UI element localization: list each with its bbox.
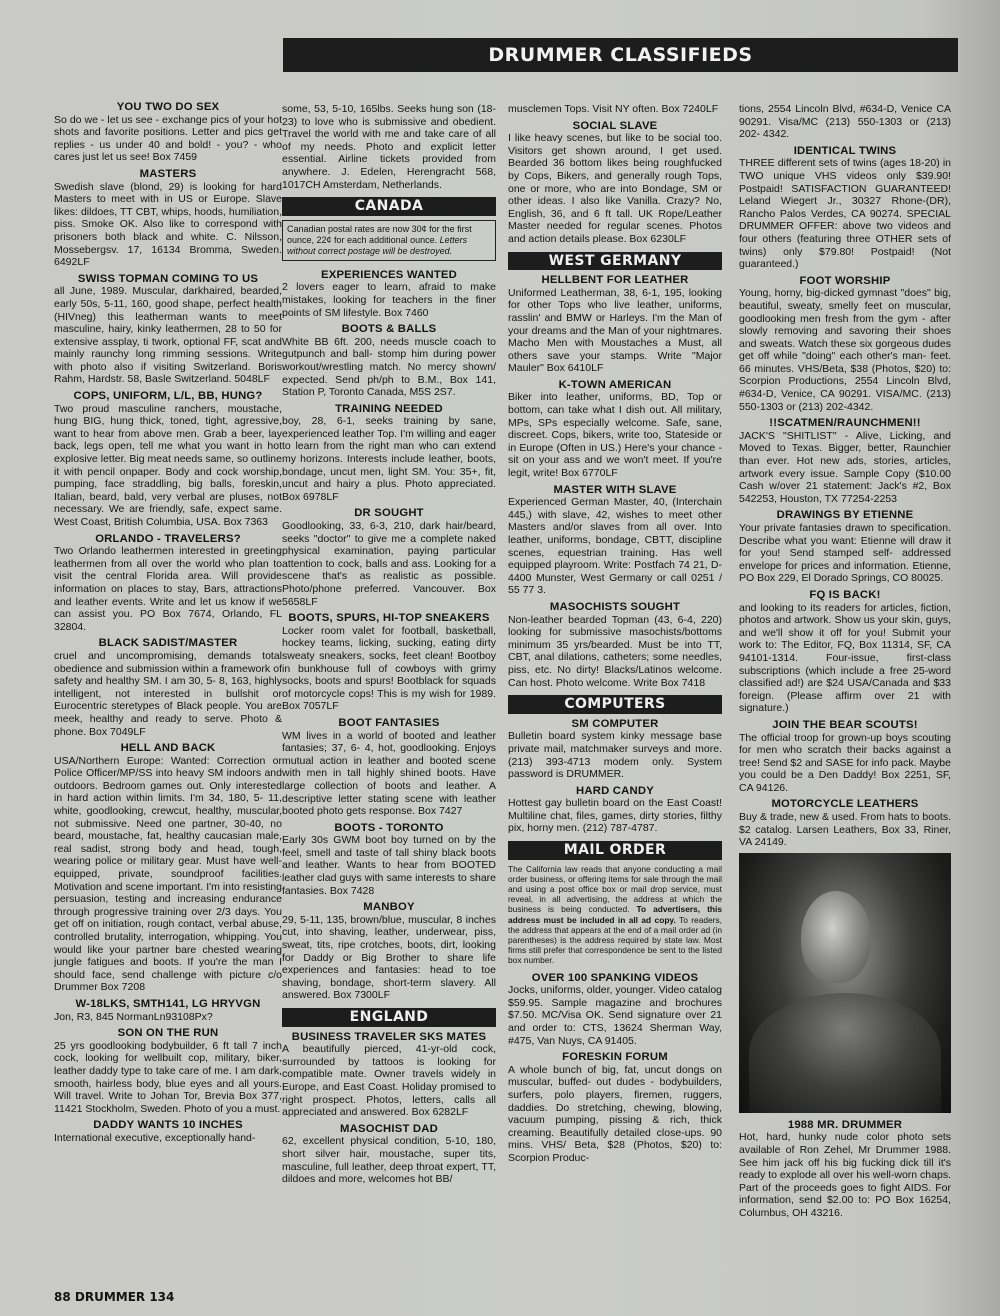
ad-body: Swedish slave (blond, 29) is looking for hard Masters to meet with in US or Europe. Slave likes: dildoes, TT CBT, whips, hoods, humiliation, piss. Smoke OK. Also like to correspond with prisoners both black and white. C. Nilsson, Mossebergsv. 17, 16134 Bromma, Sweden. 6492LF (54, 180, 282, 269)
classified-ad (739, 589, 951, 715)
continued-ad (508, 103, 722, 116)
ad-headline: MASTER WITH SLAVE (553, 483, 677, 496)
column-2 (282, 103, 496, 1288)
ad-body: International executive, exceptionally hand- (54, 1131, 256, 1144)
classified-ad (54, 1027, 282, 1115)
portrait-head (801, 891, 871, 983)
ad-headline: IDENTICAL TWINS (793, 144, 897, 157)
ad-headline: HELLBENT FOR LEATHER (541, 274, 689, 287)
ad-body: So do we - let us see - exchange pics of your hot shots and favorite positions. Letter and pics get replies - us under 40 and bold! - you? - who cares just let us see! Box 7459 (54, 113, 282, 164)
ad-body: some, 53, 5-10, 165lbs. Seeks hung son (18-23) to love who is submissive and obedient. Travel the world with me and take care of all of my needs. Photo and explicit letter essential. Airline tickets provided from anywhere. J. Edelen, Herengracht 568, 1017CH Amsterdam, Netherlands. (282, 103, 496, 191)
page-banner: DRUMMER CLASSIFIEDS (283, 38, 958, 72)
ad-body: White BB 6ft. 200, needs muscle coach to gutpunch and ball- stomp him during power workout/wrestling match. No mercy shown/ expected. Send ph/ph to B.M., Box 141, Station P, Toronto Canada, M5S 2S7. (282, 335, 496, 399)
classified-ad (54, 390, 282, 529)
continued-ad (282, 103, 496, 191)
ad-headline: FOOT WORSHIP (799, 274, 891, 287)
ad-headline: BUSINESS TRAVELER SKS MATES (291, 1030, 487, 1043)
ad-headline: FORESKIN FORUM (562, 1051, 668, 1064)
ad-body: Two proud masculine ranchers, moustache, hung BIG, hung thick, toned, tight, agressive, want to hear from above men. Grab a beer, lay back, legs open, tell me what you want in hot explosive letter. Big meat needs same, so outline it with pencil onpaper. Body and cock worship, pumping, face straddling, big balls, foreskin, Italian, beard, bald, very verbal are pluses, not necessary. We are friendly, safe, expect same. West Coast, British Columbia, USA. Box 7363 (54, 402, 282, 528)
classified-ad (54, 168, 282, 269)
ad-body: Buy & trade, new & used. From hats to boots. $2 catalog. Larsen Leathers, Box 33, Riner, VA 24149. (739, 811, 951, 849)
section-header-computers: COMPUTERS (508, 695, 722, 714)
classified-ad (739, 509, 951, 585)
ad-body: A whole bunch of big, fat, uncut dongs on muscular, buffed- out dudes - bodybuilders, surfers, polo players, firemen, ruggers, daddies. Do stretching, chewing, blowing, vacuum pumping, pissing & rich, thick creaming. Beautifully detailed close-ups. 90 mins. VHS/ Beta, $28 (Photos, $20) to: Scorpion Produc- (508, 1063, 722, 1164)
classified-ad (508, 972, 722, 1048)
ad-headline: DR SOUGHT (354, 507, 424, 520)
classified-ad (54, 998, 282, 1023)
classified-ad (282, 612, 496, 713)
classified-ad (282, 901, 496, 1002)
classified-ad (282, 822, 496, 898)
ad-body: Uniformed Leatherman, 38, 6-1, 195, looking for other Tops who live leather, uniforms, rasslin' and BMW or Harleys. I'm the Man of your dreams and the Man of your nightmares. Macho Men with Moustaches a Must, all others save your stamps. Write "Major Mauler" Box 6410LF (508, 286, 722, 375)
ad-headline: SOCIAL SLAVE (572, 119, 658, 132)
ad-body: JACK'S "SHITLIST" - Alive, Licking, and Moved to Texas. Bigger, better, Raunchier than ever. Hot new ads, stories, articles, artwork every issue. Sample Copy ($10.00 Cash w/over 21 statement: Jack's #2, Box 542253, Houston, TX 77254-2253 (739, 429, 951, 505)
postal-notice-text: Canadian postal rates are now 30¢ for the first ounce, 22¢ for each additional ounce. (287, 223, 472, 245)
computer-ads (508, 718, 722, 835)
ad-body: Jon, R3, 845 NormanLn93108Px? (54, 1010, 213, 1023)
classified-ad (739, 145, 951, 271)
classified-ad (54, 742, 282, 994)
ad-headline: TRAINING NEEDED (335, 402, 443, 415)
classified-ad (739, 275, 951, 414)
postal-notice (282, 220, 496, 261)
section-header-mail-order: MAIL ORDER (508, 841, 722, 860)
ad-body: The official troop for grown-up boys scouting for men who scratch their backs against a tree! Send $2 and SASE for info pack. Maybe you could be a Den Daddy! Box 2251, SF, CA 94126. (739, 731, 951, 794)
ad-body: Experienced German Master, 40, (Interchain 445,) with slave, 42, wishes to meet other Masters and/or slaves from all over. Into leather, uniforms, bondage, CBTT, discipline scenes, equestrian training. Has well equipped playroom. Write: Postfach 74 21, D-4400 Munster, West Germany or call 0251 / 55 77 3. (508, 496, 722, 597)
ad-headline: DRAWINGS BY ETIENNE (776, 509, 914, 522)
ad-body: cruel and uncompromising, demands total obedience and submission within a framework of safety and healthy SM. I am 30, 5- 8, 163, highly intelligent, not interested in bullshit or Eurocentric steretypes of Black people. You are meek, healthy and ready to serve. Photo & phone. Box 7049LF (54, 649, 282, 738)
classified-ad (282, 1031, 496, 1119)
ad-body: 29, 5-11, 135, brown/blue, muscular, 8 inches cut, into shaving, leather, underwear, piss, sweat, tits, ripe crotches, boots, dirt, looking for Daddy or Big Brother to share life experiences and fantasies: head to toe shaving, bondage, short-term slavery. All answered. Box 7300LF (282, 913, 496, 1002)
column-3 (508, 103, 722, 1288)
england-ads-cont (508, 120, 722, 246)
ad-headline: SWISS TOPMAN COMING TO US (77, 272, 259, 285)
page-footer: 88 DRUMMER 134 (54, 1290, 175, 1304)
mail-order-notice (508, 864, 722, 966)
ad-headline: COPS, UNIFORM, L/L, BB, HUNG? (73, 390, 263, 403)
classified-ad (508, 718, 722, 781)
ad-headline: FQ IS BACK! (809, 588, 881, 601)
classified-ad (282, 507, 496, 608)
ad-headline: ORLANDO - TRAVELERS? (95, 532, 241, 545)
classified-ad (508, 120, 722, 246)
ad-headline: MANBOY (363, 901, 415, 914)
ad-headline: EXPERIENCES WANTED (320, 268, 458, 281)
ad-headline: HARD CANDY (576, 784, 654, 797)
classified-ad (508, 379, 722, 480)
classified-ad (508, 1051, 722, 1164)
ad-headline: SM COMPUTER (571, 717, 659, 730)
ad-headline: OVER 100 SPANKING VIDEOS (531, 971, 699, 984)
ad-headline: DADDY WANTS 10 INCHES (93, 1119, 243, 1132)
classified-ad (54, 101, 282, 164)
mail-order-ads (508, 972, 722, 1165)
classified-ad (739, 719, 951, 795)
classified-ad (282, 269, 496, 319)
ad-body: Locker room valet for football, basketball, hockey teams, licking, sucking, eating dirty sweaty sneakers, socks, feet clean! Bootboy in bunkhouse full of cowboys with grimy socks, boots and spurs! Bootblack for squads of motorcycle cops! This is my wish for 1989. Box 7057LF (282, 624, 496, 713)
ad-headline: MASOCHISTS SOUGHT (549, 600, 681, 613)
classified-ad (54, 273, 282, 386)
postal-notice-emphasis: Letters without correct postage will be destroyed. (287, 234, 468, 256)
ad-body: Bulletin board system kinky message base private mail, matchmaker surveys and more. (213) 393-4713 modem only. System password is DRUMMER. (508, 730, 722, 781)
classified-ad (739, 1119, 951, 1220)
continued-ad (739, 103, 951, 141)
ad-headline: BOOTS & BALLS (341, 323, 437, 336)
ad-body: all June, 1989. Muscular, darkhaired, bearded, early 50s, 5-11, 160, good shape, perfect health (HIVneg) this leatherman wants to meet masculine, hairy, kinky leathermen, 28 to 50 for extensive assplay, ti twork, optional FF, scat and mainly raunchy long rimming sessions. Write with photo also if visiting Switzerland. Boris Rahm, Hardstr. 58, Basle Switzerland. 5048LF (54, 285, 282, 386)
ad-headline: SON ON THE RUN (117, 1027, 219, 1040)
ad-headline: W-18LKS, SMTH141, LG HRYVGN (75, 997, 261, 1010)
ad-body: musclemen Tops. Visit NY often. Box 7240LF (508, 103, 719, 115)
ad-body: I like heavy scenes, but like to be social too. Visitors get shown around, I get used. Bearded 36 bottom likes being roughfucked by Cops, Bikers, and generally rough Tops, one or more, who are into Bondage, SM or other ideas. I also like Vanilla. Crazy? No, English, 36, and 6 ft tall. UK Rope/Leather Master needed for regular scenes. Photos and action details please. Box 6230LF (508, 132, 722, 245)
classified-ad (54, 533, 282, 634)
classified-ad (282, 403, 496, 504)
classified-ad (282, 1123, 496, 1186)
ad-body: and looking to its readers for articles, fiction, photos and artwork. Show us your skin, guys, and we'll show it off for you! Submit your work to: The Editor, FQ, Box 11314, SF, CA 94101-1314. Four-issue, first-class subscriptions (which include a free 25-word classified ad!) are $24 USA/Canada and $33 foreign. (Please affirm over 21 with signature.) (739, 601, 951, 715)
ad-body: Early 30s GWM boot boy turned on by the feel, smell and taste of tall shiny black boots and leather. Wants to hear from BOOTED leather clad guys with same interests to share fantasies. Box 7428 (282, 834, 496, 897)
classified-ad (739, 798, 951, 848)
ad-headline: BLACK SADIST/MASTER (98, 637, 238, 650)
ad-headline: BOOT FANTASIES (338, 716, 440, 729)
ad-body: Young, horny, big-dicked gymnast "does" big, beautiful, sweaty, smelly feet on muscular, goodlooking men fresh from the gym - after slowly removing and savoring their shoes and sweats. Watch these six gorgeous dudes get off while "doing" each other's man- feet. 66 minutes. VHS/Beta, $38 (Photos, $20) to: Scorpion Productions, 2554 Lincoln Blvd, #634-D, Venice, CA 90291. VISA/MC. (213) 550-1303 or (213) 202-4342. (739, 287, 951, 413)
ad-headline: 1988 MR. DRUMMER (787, 1118, 903, 1131)
section-header-west-germany: WEST GERMANY (508, 252, 722, 271)
ad-headline: YOU TWO DO SEX (116, 101, 220, 113)
ad-body: Jocks, uniforms, older, younger. Video catalog $59.95. Sample magazine and brochures $7.50. MC/Visa OK. Send signature over 21 and order to: CTS, 13624 Sherman Way, #475, Van Nuys, CA 91405. (508, 984, 722, 1047)
column-1 (54, 98, 282, 1288)
ad-headline: HELL AND BACK (120, 742, 216, 755)
ad-body: 62, excellent physical condition, 5-10, 180, short silver hair, moustache, super tits, masculine, full leather, deep throat expert, TT, dildoes and more, welcomes hot BB/ (282, 1135, 496, 1186)
ad-headline: MASOCHIST DAD (340, 1122, 438, 1135)
classified-ad (508, 601, 722, 689)
classified-ad (508, 274, 722, 375)
ad-body: Two Orlando leathermen interested in greeting leathermen from all over the world who plan to visit the central Florida area. Will provide information on places to stay, Bars, attractions and leather events. Write and let us know if we can assist you. PO Box 7674, Orlando, FL 32804. (54, 545, 282, 633)
ad-body: Hottest gay bulletin board on the East Coast! Multiline chat, files, games, dirty stories, filthy pix, horny men. (212) 787-4787. (508, 797, 722, 835)
ad-headline: JOIN THE BEAR SCOUTS! (772, 718, 918, 731)
ad-body: USA/Northern Europe: Wanted: Correction or Police Officer/MP/SS into heavy SM indoors and outdoors. Bedroom games out. Only interested in hard action within limits. I'm 34, 180, 5- 11, white, goodlooking, crewcut, healthy, muscular, not submissive. Need one partner, 30-40, no beard, moustache, fat, healthy caucasian male, real sadist, strong body and head, tough, wearing police or military gear. Must have well-equipped, private, soundproof facilities. Motivation and scene important. I'm into resisting persuasion, testing and increasing endurance through progressive training over 2/3 days. You get off on initiation, rough contact, verbal abuse, controlled brutality, interrogation, whipping. You would like your partner bare chested wearing jungle fatigues and boots. If you're the man I should face, send challenge with picture c/o Drummer Box 7208 (54, 754, 282, 994)
ad-headline: BOOTS, SPURS, HI-TOP SNEAKERS (288, 612, 490, 625)
ad-headline: BOOTS - TORONTO (334, 821, 444, 834)
column-4 (739, 103, 951, 1288)
ad-headline: MASTERS (139, 167, 197, 180)
classified-ad (282, 717, 496, 818)
ad-body: Hot, hard, hunky nude color photo sets available of Ron Zehel, Mr Drummer 1988. See him jack off his big fucking dick till it's ready to explode all over his well-worn chaps. Part of the proceeds goes to fight AIDS. For information, send $2.00 to: PO Box 16254, Columbus, OH 43216. (739, 1131, 951, 1219)
ad-body: boy, 28, 6-1, seeks training by sane, experienced leather Top. I'm willing and eager to learn from the right man who can extend my horizons. Interests include leather, boots, bondage, uncut men, light SM. You: 35+, fit, uncut and hairy a plus. Photo appreciated. Box 6978LF (282, 415, 496, 503)
ad-body: A beautifully pierced, 41-yr-old cock, surrounded by tattoos is looking for compatible mate. Owner travels widely in Europe, and East Coast. Holiday promised to right prospect. Photos, letters, calls all appreciated and answered. Box 6282LF (282, 1043, 496, 1119)
classified-ad (54, 637, 282, 738)
section-header-england: ENGLAND (282, 1008, 496, 1027)
ad-body: tions, 2554 Lincoln Blvd, #634-D, Venice CA 90291. Visa/MC (213) 550-1303 or (213) 202- 4342. (739, 103, 951, 141)
portrait-photo (739, 853, 951, 1113)
canada-ads (282, 269, 496, 1002)
mail-notice-part-c: To readers, the address that appears at the end of a mail order ad (in parentheses) is the address required by state law. Most firms still prefer that correspondence be sent to the listed box number. (508, 914, 722, 966)
ad-headline: !!SCATMEN/RAUNCHMEN!! (769, 417, 921, 430)
england-ads (282, 1031, 496, 1186)
ad-body: 25 yrs goodlooking bodybuilder, 6 ft tall 7 inch cock, looking for wellbuilt cop, military, biker, leather daddy type to take care of me. I am dark, smooth, hairless body, blue eyes and all yours. Will travel. Write to Johan Tor, Brevia Box 377, 11421 Stockholm, Sweden. Photo of you a must. (54, 1039, 282, 1115)
ad-body: WM lives in a world of booted and leather fantasies; 37, 6- 4, hot, goodlooking. Enjoys mutual action in leather and booted scene with men in tall highly shined boots. Have large collection of boots and leather. A descriptive letter stating scene with leather booted photo gets response. Box 7427 (282, 729, 496, 818)
ad-body: Goodlooking, 33, 6-3, 210, dark hair/beard, seeks "doctor" to give me a complete naked physical examination, paying particular attention to cock, balls and ass. Looking for a scene that's as realistic as possible. Photo/phone preferred. Vancouver. Box 5658LF (282, 520, 496, 608)
classified-ad (508, 484, 722, 597)
ad-body: 2 lovers eager to learn, afraid to make mistakes, looking for teachers in the finer points of SM lifestyle. Box 7460 (282, 281, 496, 319)
ad-body: Your private fantasies drawn to specification. Describe what you want: Etienne will draw it for you! Send stamped self- addressed envelope for prices and information. Etienne, PO Box 229, El Dorado Springs, CO 80025. (739, 522, 951, 585)
ad-body: Non-leather bearded Topman (43, 6-4, 220) looking for submissive masochists/bottoms minimum 35 yrs/bearded. Must be into TT, CBT, anal dilations, catheters; some needles, piss, etc. No dirty! Blacks/Latinos welcome. Can host. Photo welcome. Write Box 7418 (508, 613, 722, 689)
ad-body: THREE different sets of twins (ages 18-20) in TWO unique VHS videos only $39.90! Postpaid! SATISFACTION GUARANTEED! Leland Wiegert Jr., 30327 Rhone-(DR), Rancho Palos Verdes, CA 90274. SPECIAL DRUMMER OFFER: above two videos and four others (featuring three OTHER sets of twins) only $79.80! Postpaid! (Not guaranteed.) (739, 157, 951, 271)
ad-body: Biker into leather, uniforms, BD, Top or bottom, can take what I dish out. All military, MPs, SPs especially welcome. Safe, sane, discreet. Cops, bikers, write too, Stateside or in Europe (Often in US.) Here's your chance - sit on your ass and we won't meet. If you're legit, write! Box 6770LF (508, 391, 722, 480)
classified-ad (54, 1119, 282, 1144)
portrait-shoulders (749, 993, 941, 1113)
classified-ad (508, 785, 722, 835)
ad-headline: K-TOWN AMERICAN (558, 378, 672, 391)
west-germany-ads (508, 274, 722, 689)
mail-notice-part-a: The California law reads that anyone conducting a mail order business, or offering items for sale through the mail and using a post office box or mail drop service, must reveal, in all advertising, the address at which the business is being conducted. (508, 863, 722, 915)
ad-headline: MOTORCYCLE LEATHERS (771, 798, 919, 811)
section-header-canada: CANADA (282, 197, 496, 216)
classified-ad (739, 417, 951, 505)
mail-order-ads-cont (739, 145, 951, 849)
mail-notice-part-b: To advertisers, this address must be included in all ad copy. (508, 904, 722, 925)
classified-ad (282, 323, 496, 399)
